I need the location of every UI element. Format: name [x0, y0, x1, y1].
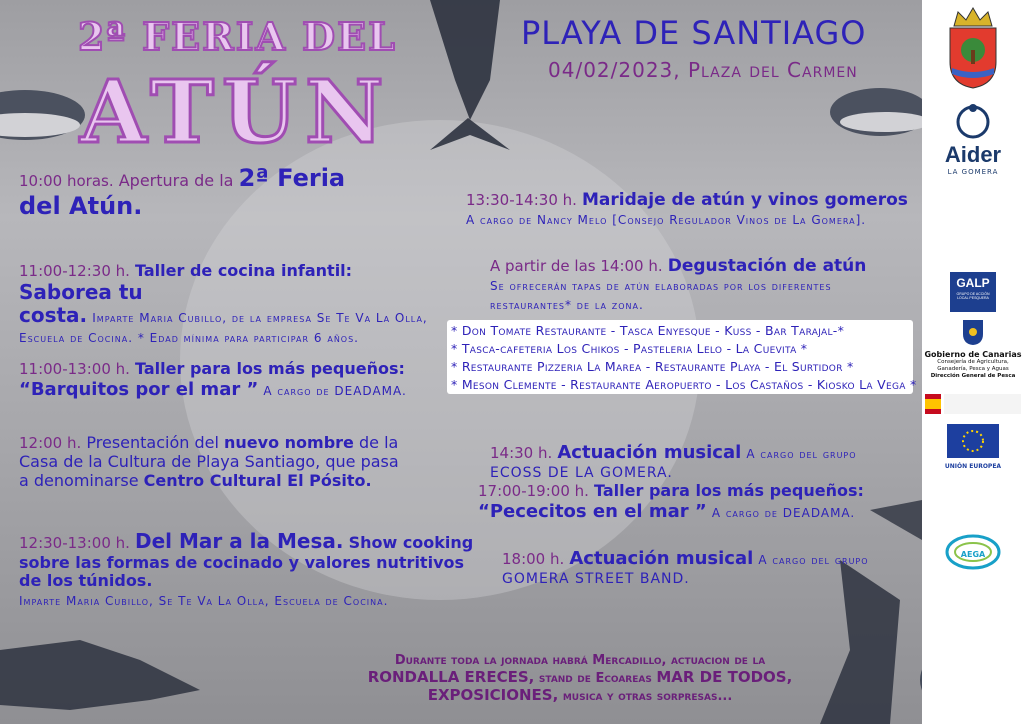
event-desc-2: ECOSS DE LA GOMERA.: [490, 465, 673, 482]
footer-text: stand de Ecoareas: [538, 671, 652, 686]
event-desc-2: restaurantes* de la zona.: [490, 297, 644, 312]
event-time: 14:30 h.: [490, 444, 553, 462]
event-highlight-2: costa.: [19, 303, 88, 328]
aega-logo: [922, 532, 1024, 559]
event-head: Actuación musical: [569, 548, 754, 569]
footer-notice: [330, 652, 830, 705]
event-desc: Imparte Maria Cubillo, Se Te Va La Olla, Escuela de Cocina.: [19, 594, 389, 609]
spain-flag-icon: [925, 394, 941, 414]
eu-logo: [922, 424, 1024, 470]
eu-name: UNIÓN EUROPEA: [944, 463, 1002, 470]
event-wine-pairing: [466, 190, 916, 229]
fair-title-line1: 2ª FERIA DEL: [78, 14, 397, 59]
event-desc-2: Escuela de Cocina. * Edad mínima para participar 6 años.: [19, 331, 359, 346]
canarias-sub2: Ganadería, Pesca y Aguas: [937, 366, 1009, 372]
aider-name: Aider: [944, 142, 1002, 167]
footer-highlight: RONDALLA ERECES,: [367, 668, 535, 686]
fair-title-line2: ATÚN: [80, 62, 392, 163]
event-desc: A cargo del grupo: [758, 553, 869, 567]
event-highlight-2: del Atún.: [19, 192, 143, 221]
event-highlight: “Barquitos por el mar ”: [19, 378, 259, 400]
event-line: sobre las formas de cocinado y valores nutritivos: [19, 552, 465, 572]
tuna-top-center-icon: [430, 0, 510, 150]
event-line-2: de los túnidos.: [19, 571, 153, 591]
event-time: 12:00 h.: [19, 434, 82, 452]
event-text: Apertura de la: [118, 171, 234, 190]
footer-highlight-2: MAR DE TODOS,: [656, 668, 793, 686]
event-head: Degustación de atún: [667, 256, 867, 276]
restaurant-line: * Don Tomate Restaurante - Tasca Enyesque - Kuss - Bar Tarajal-*: [451, 323, 845, 338]
event-kids-fish: [478, 482, 918, 522]
event-tasting: [490, 256, 920, 314]
event-head: Taller para los más pequeños:: [594, 481, 864, 500]
date-location: 04/02/2023, Plaza del Carmen: [548, 58, 858, 82]
event-time: 13:30-14:30 h.: [466, 191, 577, 209]
event-desc: A cargo de DEADAMA.: [711, 505, 856, 520]
event-opening: [19, 164, 439, 221]
event-time: 17:00-19:00 h.: [478, 482, 589, 500]
event-highlight: Saborea tu: [19, 279, 143, 304]
event-music-ecoss: [490, 442, 920, 482]
event-show-cooking: [19, 530, 489, 610]
galp-name: GALP: [956, 276, 990, 290]
event-desc: Se ofrecerán tapas de atún elaboradas por los diferentes: [490, 279, 832, 294]
aega-name: AEGA: [960, 550, 986, 559]
event-head: Maridaje de atún y vinos gomeros: [582, 190, 908, 210]
event-kids-boats: [19, 360, 449, 400]
event-line-2: a denominarse: [19, 470, 139, 490]
event-time: 11:00-13:00 h.: [19, 360, 130, 378]
footer-line: Durante toda la jornada habrá Mercadillo, actuacion de la: [394, 653, 766, 668]
restaurant-line: * Restaurante Pizzeria La Marea - Restaurante Playa - El Surtidor *: [451, 359, 854, 374]
sponsor-logos-column: [922, 0, 1024, 724]
event-head: Taller de cocina infantil:: [135, 261, 353, 280]
footer-highlight-3: EXPOSICIONES,: [427, 686, 559, 704]
event-desc: A cargo de Nancy Melo [Consejo Regulador Vinos de La Gomera].: [466, 213, 867, 228]
event-time: 10:00 horas.: [19, 172, 114, 190]
canarias-sub1: Consejería de Agricultura,: [937, 359, 1009, 365]
galp-logo: [922, 272, 1024, 312]
restaurant-line: * Tasca-cafeteria Los Chikos - Pasteleria Lelo - La Cuevita *: [451, 341, 808, 356]
eu-flag-icon: [947, 424, 999, 458]
ministry-block: [944, 394, 1021, 414]
footer-line-3: [330, 687, 830, 705]
event-desc: Imparte Maria Cubillo, de la empresa Se Te Va La Olla,: [92, 311, 428, 326]
event-highlight: Del Mar a la Mesa.: [135, 529, 344, 553]
aider-logo: [922, 102, 1024, 176]
aider-sub: LA GOMERA: [947, 168, 999, 176]
event-head: Taller para los más pequeños:: [135, 359, 405, 378]
event-desc-2: GOMERA STREET BAND.: [502, 571, 690, 588]
event-text-2: de la: [358, 433, 399, 452]
event-head: nuevo nombre: [224, 433, 354, 452]
event-time: 12:30-13:00 h.: [19, 534, 130, 552]
footer-text-2: musica y otras sorpresas...: [562, 689, 733, 704]
galp-sub: GRUPO DE ACCIÓN LOCAL PESQUERA: [956, 292, 990, 300]
event-highlight: 2ª Feria: [238, 164, 346, 192]
footer-line-2: [330, 669, 830, 687]
event-new-name: [19, 434, 489, 491]
event-head-2: Centro Cultural El Pósito.: [143, 470, 372, 490]
gobierno-canarias-logo: [922, 318, 1024, 380]
canarias-shield-icon: [961, 318, 985, 346]
coat-of-arms-icon: [922, 6, 1024, 94]
canarias-sub3: Dirección General de Pesca: [930, 373, 1016, 379]
event-music-street-band: [502, 548, 922, 588]
restaurant-line: * Meson Clemente - Restaurante Aeropuerto - Los Castaños - Kiosko La Vega *: [451, 377, 917, 392]
event-time: 18:00 h.: [502, 550, 565, 568]
tuna-bottom-left-icon: [0, 640, 200, 710]
tuna-top-right-icon: [830, 88, 922, 136]
event-cooking-workshop: [19, 262, 449, 347]
event-highlight: “Pececitos en el mar ”: [478, 500, 707, 522]
event-time: A partir de las 14:00 h.: [490, 257, 663, 275]
place-name: PLAYA DE SANTIAGO: [521, 14, 867, 52]
spain-government-logo: [922, 392, 1024, 416]
restaurants-list: [447, 320, 917, 394]
event-head: Actuación musical: [557, 442, 742, 463]
event-desc: A cargo de DEADAMA.: [263, 383, 407, 398]
aider-mark-icon: [953, 102, 993, 142]
canarias-name: Gobierno de Canarias: [924, 350, 1022, 359]
event-time: 11:00-12:30 h.: [19, 262, 130, 280]
tuna-top-left-icon: [0, 90, 85, 140]
event-desc: A cargo del grupo: [746, 447, 857, 461]
event-head: Show cooking: [348, 533, 474, 552]
event-text: Presentación del: [86, 433, 219, 452]
event-line: Casa de la Cultura de Playa Santiago, que pasa: [19, 451, 399, 471]
